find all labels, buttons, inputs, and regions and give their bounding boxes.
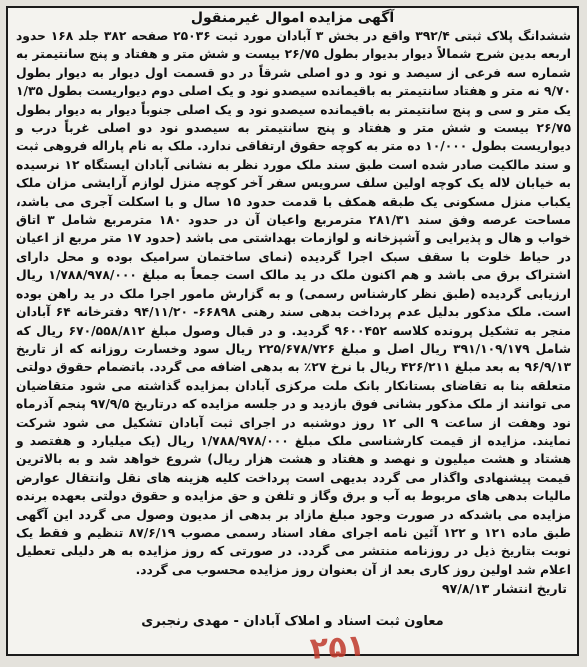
notice-body: ششدانگ پلاک ثبتی ۳۹۲/۴ واقع در بخش ۳ آبادان مورد ثبت ۲۵۰۳۶ صفحه ۳۸۲ جلد ۱۶۸ حدود اربعه بدین شرح شمالاً دیوار بدیوار بطول ۲۶/۷۵ بیست و شش متر و هفتاد و پنج سانتیمتر به شماره سه فرعی از سیصد و نود و دو اصلی شرقاً در دو قسمت اول دیوار به دیوار بطول ۹/۷۰ نه متر و هفتاد سانتیمتر به باقیمانده سیصدو نود و یک اصلی دوم دیواریست بطول ۱/۳۵ یک متر و سی و پنج سانتیمتر به باقیمانده سیصدو نود و یک اصلی جنوباً دیوار به دیوار بطول ۲۶/۷۵ بیست و شش متر و هفتاد و پنج سانتیمتر به سیصدو نود دو اصلی غرباً درب و دیواریست بطول ۱۰/۰۰۰ ده متر به کوچه حقوق ارتفاقی ندارد. ملک به نام پاراله فروهی ثبت و سند مالکیت صادر شده است طبق سند ملک مورد نظر به نشانی آبادان ایستگاه ۱۲ نرسیده به خیابان لاله یک کوچه اولین سلف سرویس سفر آخر کوچه منزل لوازم آرایشی مزان ملک یکباب منزل مسکونی یک طبقه همکف با قدمت حدود ۱۵ سال و با اسکلت آجری می باشد، مساحت عرصه وفق سند ۲۸۱/۳۱ مترمربع واعیان آن در حدود ۱۸۰ مترمربع شامل ۳ اتاق خواب و هال و پذیرایی و آشپزخانه و لوازمات بهداشتی می باشد (حدود ۱۷ متر مربع از اعیان در حیاط خلوت با سقف سبک اجرا گردیده (نمای ساختمان سرامیک بوده و محل دارای اشتراک برق می باشد و هم اکنون ملک در ید مالک است جمعاً به مبلغ ۱/۷۸۸/۹۷۸/۰۰۰ ریال ارزیابی گردیده (طبق نظر کارشناس رسمی) و به گزارش مامور اجرا ملک در ید راهن بوده است. ملک مذکور بدلیل عدم پرداخت بدهی سند رهنی ۶۶۸۹۸- ۹۴/۱۱/۲۰ دفترخانه ۶۴ آبادان منجر به تشکیل پرونده کلاسه ۹۶۰۰۴۵۲ گردید. و در قبال وصول مبلغ ۶۷۰/۵۵۸/۸۱۲ ریال که شامل ۳۹۱/۱۰۹/۱۷۹ ریال اصل و مبلغ ۲۲۵/۶۷۸/۷۲۶ ریال سود وخسارت روزانه که از تاریخ ۹۶/۹/۱۳ به بعد مبلغ ۴۲۶/۲۱۱ ریال با نرخ ۲۷٪ به بدهی اضافه می گردد. باتضمام حقوق دولتی متعلقه بنا به تقاضای بستانکار بانک ملت مرکزی آبادان بمزایده گذاشته می شود متقاضیان می توانند از ملک مذکور بشانی فوق بازدید و در جلسه مزایده که درتاریخ ۹۷/۹/۵ پنجم آذرماه نود وهفت از ساعت ۹ الی ۱۲ روز دوشنبه در اجرای ثبت آبادان تشکیل می شود شرکت نمایند. مزایده از قیمت کارشناسی ملک مبلغ ۱/۷۸۸/۹۷۸/۰۰۰ ریال (یک میلیارد و هفتصد و هشتاد و هشت میلیون و نهصد و هفتاد و هشت هزار ریال) شروع خواهد شد و به بالاترین قیمت پیشنهادی واگذار می گردد بدیهی است پرداخت کلیه هزینه های نقل وانتقال عوارض مالیات بدهی های مربوط به آب و برق وگاز و تلفن و حق مزایده و حقوق دولتی بعهده برنده مزایده می باشدکه در صورت وجود مبلغ مازاد بر بدهی از مدیون وصول می گردد این آگهی طبق ماده ۱۲۱ و ۱۲۲ آئین نامه اجرای مفاد اسناد رسمی مصوب ۸۷/۶/۱۹ تنظیم و فقط یک نوبت بتاریخ ذیل در روزنامه منتشر می گردد. در صورتی که روز مزایده به هر دلیلی تعطیل اعلام شد اولین روز کاری بعد از آن بعنوان روز مزایده محسوب می گردد. <box>16 29 571 577</box>
publish-date: تاریخ انتشار ۹۷/۸/۱۳ <box>442 581 567 597</box>
notice-title: آگهی مزایده اموال غیرمنقول <box>190 10 395 26</box>
handwritten-number-stamp: ۲۵۱ <box>308 628 367 667</box>
notice-paper <box>6 6 579 656</box>
signature-line: معاون ثبت اسناد و املاک آبادان - مهدی رنجبری <box>141 614 444 630</box>
